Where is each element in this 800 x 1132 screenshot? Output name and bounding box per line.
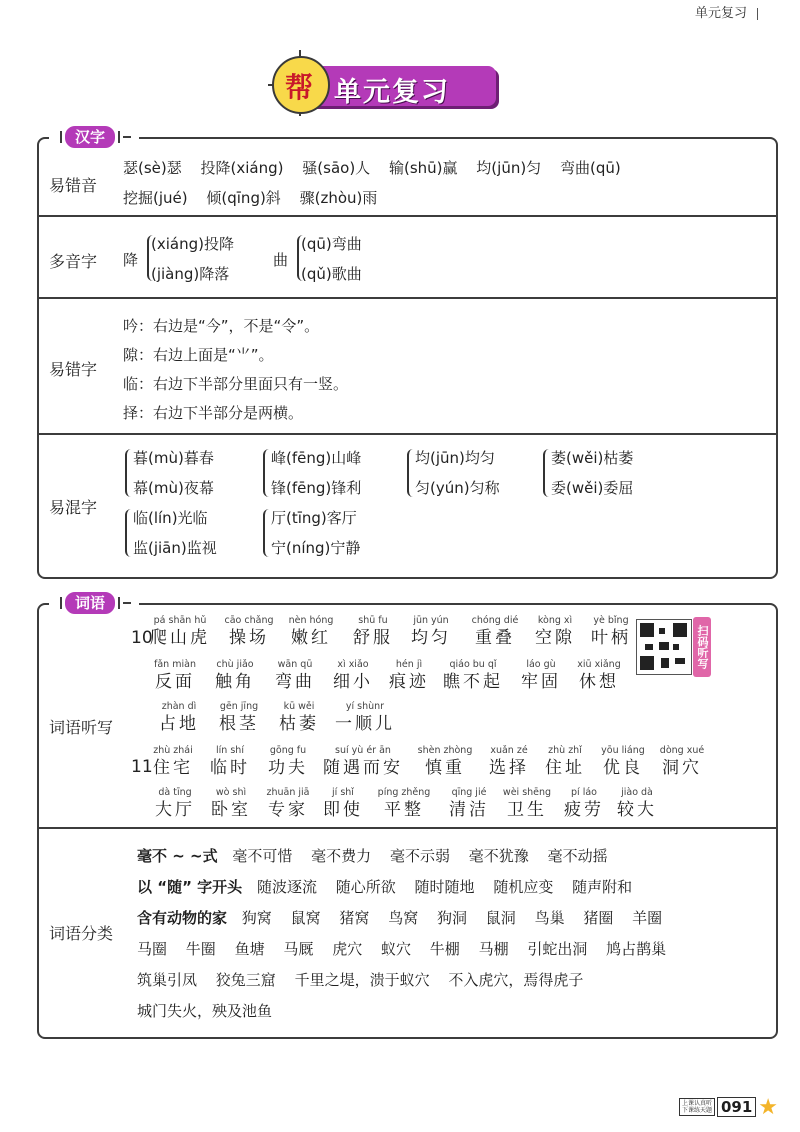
dictation-word: [281, 615, 341, 649]
pinyin: yí shùnr: [345, 701, 385, 712]
word: 鸠占鹊巢: [606, 940, 667, 958]
dictation-word: [325, 659, 381, 693]
dictation-word: [583, 615, 639, 649]
pinyin: xiū xiǎng: [577, 659, 621, 670]
hanzi: 功夫: [268, 758, 308, 778]
polyphone-char: 曲: [273, 251, 289, 269]
pair-top: 峰(fēng)山峰: [271, 449, 362, 467]
duoyinzi-label: 多音字: [49, 252, 98, 271]
hanzi: 细小: [333, 672, 373, 692]
pinyin: wò shì: [215, 787, 247, 798]
pinyin: gōng fu: [269, 745, 307, 756]
hanzi: 住址: [545, 758, 585, 778]
category-line: [137, 1000, 286, 1021]
polyphone-char: 降: [123, 251, 139, 269]
hanzi: 枯萎: [279, 714, 319, 734]
reading-top: (qū)弯曲: [301, 235, 362, 253]
pinyin: shèn zhòng: [417, 745, 473, 756]
word: 牛棚: [429, 940, 460, 958]
word: 毫不犹豫: [468, 847, 529, 865]
hanzi: 大厅: [155, 800, 195, 820]
pinyin: yè bǐng: [593, 615, 629, 626]
category-head: 以 “随” 字开头: [137, 878, 243, 896]
pinyin: dà tīng: [158, 787, 192, 798]
pinyin: nèn hóng: [288, 615, 334, 626]
dictation-word: [463, 615, 527, 649]
hanzi: 均匀: [411, 628, 451, 648]
dictation-word: [147, 787, 203, 821]
word: 随声附和: [572, 878, 633, 896]
hanzi: 平整: [384, 800, 424, 820]
word: 鸟窝: [388, 909, 419, 927]
hanzi: 叶柄: [591, 628, 631, 648]
pinyin: suí yù ér ān: [335, 745, 391, 756]
hanzi-panel: [37, 128, 778, 579]
word: 毫不示弱: [389, 847, 450, 865]
word: 城门失火，殃及池鱼: [137, 1002, 273, 1020]
pinyin: wān qū: [277, 659, 313, 670]
dictation-word: [479, 745, 539, 779]
category-head: 毫不 ~ ~式: [137, 847, 218, 865]
dictation-word: [315, 745, 411, 779]
pinyin: jí shǐ: [332, 787, 354, 798]
dictation-word: [327, 701, 403, 735]
word: 鼠洞: [485, 909, 516, 927]
dictation-word: [497, 787, 557, 821]
dictation-word: [569, 659, 629, 693]
word: 鸟巢: [534, 909, 565, 927]
dictation-word: [145, 615, 215, 649]
hanzi: 选择: [489, 758, 529, 778]
hanzi: 一顺儿: [335, 714, 395, 734]
item: 瑟(sè)瑟: [123, 159, 182, 177]
word: 随机应变: [493, 878, 554, 896]
pinyin: kòng xì: [537, 615, 573, 626]
yicuozi-line: 隙：右边上面是“⺌”。: [123, 346, 274, 364]
dictation-word: [441, 787, 497, 821]
dictation-word: [269, 701, 329, 735]
dictation-word: [259, 787, 317, 821]
tab-line: [123, 602, 131, 604]
pinyin: jiào dà: [621, 787, 653, 798]
dictation-word: [149, 701, 209, 735]
page-title: 单元复习: [334, 77, 450, 108]
word: 引蛇出洞: [527, 940, 588, 958]
dictation-word: [145, 745, 201, 779]
category-head: 含有动物的家: [137, 909, 228, 927]
header-divider: [757, 8, 758, 20]
fenlei-label: 词语分类: [49, 924, 114, 943]
pinyin: pí láo: [571, 787, 597, 798]
title-banner: [310, 66, 496, 106]
unit-review-badge: [272, 54, 496, 118]
item: 投降(xiáng): [200, 159, 284, 177]
word: 猪圈: [583, 909, 614, 927]
pinyin: lín shí: [216, 745, 244, 756]
page-number: 091: [717, 1097, 756, 1117]
yihunzi-row: [39, 433, 776, 577]
dictation-word: [315, 787, 371, 821]
dictation-word: [437, 659, 509, 693]
pinyin: dòng xué: [659, 745, 705, 756]
word: 千里之堤，溃于蚁穴: [294, 971, 430, 989]
dictation-word: [651, 745, 713, 779]
dictation-word: [205, 659, 265, 693]
dictation-word: [511, 659, 571, 693]
word: 狗窝: [241, 909, 272, 927]
pair-bottom: 监(jiān)监视: [133, 539, 217, 557]
hanzi: 弯曲: [275, 672, 315, 692]
hanzi: 瞧不起: [443, 672, 503, 692]
word: 马棚: [478, 940, 509, 958]
pair-bottom: 锋(fēng)锋利: [271, 479, 362, 497]
pinyin: shū fu: [358, 615, 388, 626]
hanzi: 临时: [210, 758, 250, 778]
pinyin: fǎn miàn: [154, 659, 196, 670]
pair-bottom: 委(wěi)委屈: [551, 479, 634, 497]
footer-slogan: [679, 1098, 715, 1116]
hanzi: 痕迹: [389, 672, 429, 692]
yicuoyin-row: [39, 139, 776, 215]
reading-top: (xiáng)投降: [151, 235, 234, 253]
reading-bottom: (jiàng)降落: [151, 265, 230, 283]
hanzi: 舒服: [353, 628, 393, 648]
pair-bottom: 宁(níng)宁静: [271, 539, 361, 557]
dictation-word: [265, 659, 325, 693]
duoyinzi-row: [39, 215, 776, 299]
running-header: [695, 2, 758, 21]
pinyin: kū wěi: [283, 701, 315, 712]
word: 毫不费力: [311, 847, 372, 865]
word: 毫不动摇: [547, 847, 608, 865]
word: 不入虎穴，焉得虎子: [448, 971, 584, 989]
page-footer: [679, 1096, 778, 1118]
hanzi: 嫩红: [291, 628, 331, 648]
hanzi: 反面: [155, 672, 195, 692]
pinyin: chù jiǎo: [216, 659, 254, 670]
slogan-line: 下课练天题: [681, 1107, 712, 1114]
duoyin-group-2: [273, 249, 288, 270]
item: 挖掘(jué): [123, 189, 188, 207]
hanzi: 优良: [603, 758, 643, 778]
pinyin: jūn yún: [413, 615, 449, 626]
dictation-word: [203, 787, 259, 821]
yicuozi-line: 吟：右边是“今”，不是“令”。: [123, 317, 320, 335]
pinyin: hén jì: [395, 659, 423, 670]
hanzi: 疲劳: [564, 800, 604, 820]
hanzi: 牢固: [521, 672, 561, 692]
pair-top: 临(lín)光临: [133, 509, 208, 527]
hanzi: 触角: [215, 672, 255, 692]
duoyin-group-1: [123, 249, 138, 270]
lesson-number: 11: [131, 757, 153, 777]
hanzi: 清洁: [449, 800, 489, 820]
dictation-word: [343, 615, 403, 649]
star-mascot-icon: ★: [758, 1094, 778, 1120]
item: 倾(qīng)斜: [206, 189, 281, 207]
word: 随时随地: [414, 878, 475, 896]
yicuozi-line: 择：右边下半部分是两横。: [123, 404, 304, 422]
word: 虎穴: [332, 940, 363, 958]
hanzi: 卧室: [211, 800, 251, 820]
pinyin: xuǎn zé: [490, 745, 528, 756]
pair-top: 均(jūn)均匀: [415, 449, 495, 467]
yicuoyin-line-2: [123, 187, 391, 208]
hanzi: 慎重: [425, 758, 465, 778]
word: 鼠窝: [290, 909, 321, 927]
pinyin: chóng dié: [471, 615, 519, 626]
pinyin: zhù zhái: [153, 745, 193, 756]
dictation-word: [371, 787, 437, 821]
hanzi: 休想: [579, 672, 619, 692]
pinyin: píng zhěng: [377, 787, 431, 798]
tingxie-row: [39, 605, 776, 827]
word: 随波逐流: [256, 878, 317, 896]
hanzi: 卫生: [507, 800, 547, 820]
word: 狗洞: [436, 909, 467, 927]
hanzi: 即使: [323, 800, 363, 820]
yicuozi-row: [39, 297, 776, 435]
word: 蚁穴: [380, 940, 411, 958]
hanzi: 住宅: [153, 758, 193, 778]
category-line: [137, 969, 597, 990]
tab-line: [123, 136, 131, 138]
hanzi: 重叠: [475, 628, 515, 648]
pair-bottom: 匀(yún)匀称: [415, 479, 500, 497]
dictation-word: [381, 659, 437, 693]
hanzi: 操场: [229, 628, 269, 648]
pinyin: láo gù: [526, 659, 556, 670]
hanzi: 根茎: [219, 714, 259, 734]
word: 随心所欲: [335, 878, 396, 896]
word: 毫不可惜: [232, 847, 293, 865]
word: 马圈: [137, 940, 168, 958]
dictation-word: [557, 787, 611, 821]
ciyu-panel: [37, 594, 778, 1039]
hanzi: 随遇而安: [323, 758, 403, 778]
dictation-word: [145, 659, 205, 693]
pinyin: pá shān hǔ: [153, 615, 207, 626]
category-line: [137, 938, 680, 959]
yicuozi-line: 临：右边下半部分里面只有一竖。: [123, 375, 349, 393]
hanzi: 较大: [617, 800, 657, 820]
pair-top: 厅(tīng)客厅: [271, 509, 357, 527]
scan-listen-tag[interactable]: 扫码听写: [693, 617, 711, 677]
item: 骚(sāo)人: [302, 159, 371, 177]
fenlei-row: [39, 827, 776, 1037]
pinyin: gēn jīng: [219, 701, 259, 712]
hanzi: 空隙: [535, 628, 575, 648]
dictation-word: [401, 615, 461, 649]
yicuoyin-label: 易错音: [49, 176, 98, 195]
bang-char: 帮: [285, 71, 314, 104]
dictation-word: [525, 615, 585, 649]
category-line: [137, 907, 676, 928]
yihunzi-label: 易混字: [49, 498, 98, 517]
dictation-word: [209, 701, 269, 735]
dictation-word: [219, 615, 279, 649]
word: 猪窝: [339, 909, 370, 927]
pinyin: qiáo bu qǐ: [449, 659, 497, 670]
hanzi: 占地: [159, 714, 199, 734]
category-line: [137, 876, 646, 897]
dictation-word: [593, 745, 653, 779]
pinyin: wèi shēng: [502, 787, 552, 798]
tingxie-label: 词语听写: [49, 718, 114, 737]
pinyin: qīng jié: [451, 787, 487, 798]
pair-top: 暮(mù)暮春: [133, 449, 214, 467]
hanzi: 爬山虎: [150, 628, 210, 648]
word: 鱼塘: [234, 940, 265, 958]
item: 均(jūn)匀: [476, 159, 542, 177]
hanzi: 专家: [268, 800, 308, 820]
pinyin: zhù zhǐ: [548, 745, 582, 756]
item: 输(shū)赢: [388, 159, 458, 177]
bang-circle: [272, 56, 330, 114]
pinyin: xì xiǎo: [337, 659, 369, 670]
word: 狡兔三窟: [215, 971, 276, 989]
dictation-word: [259, 745, 317, 779]
category-line: [137, 845, 622, 866]
pinyin: zhuān jiā: [266, 787, 310, 798]
lesson-number: 10: [131, 628, 153, 648]
dictation-word: [413, 745, 477, 779]
hanzi: 洞穴: [662, 758, 702, 778]
pair-top: 萎(wěi)枯萎: [551, 449, 634, 467]
pinyin: cāo chǎng: [224, 615, 274, 626]
item: 骤(zhòu)雨: [299, 189, 378, 207]
section-title: 单元复习: [694, 6, 747, 21]
pair-bottom: 幕(mù)夜幕: [133, 479, 214, 497]
yicuozi-label: 易错字: [49, 360, 98, 379]
yicuoyin-line-1: [123, 157, 635, 178]
hanzi-tab-label: 汉字: [65, 126, 115, 148]
reading-bottom: (qǔ)歌曲: [301, 265, 362, 283]
dictation-word: [609, 787, 665, 821]
slogan-line: 上课认真听: [681, 1100, 712, 1107]
word: 马厩: [283, 940, 314, 958]
qr-code[interactable]: [636, 619, 692, 675]
word: 牛圈: [185, 940, 216, 958]
word: 筑巢引凤: [137, 971, 198, 989]
dictation-word: [201, 745, 259, 779]
ciyu-tab-label: 词语: [65, 592, 115, 614]
pinyin: zhàn dì: [161, 701, 197, 712]
word: 羊圈: [632, 909, 663, 927]
item: 弯曲(qū): [559, 159, 621, 177]
dictation-word: [537, 745, 593, 779]
pinyin: yōu liáng: [601, 745, 645, 756]
